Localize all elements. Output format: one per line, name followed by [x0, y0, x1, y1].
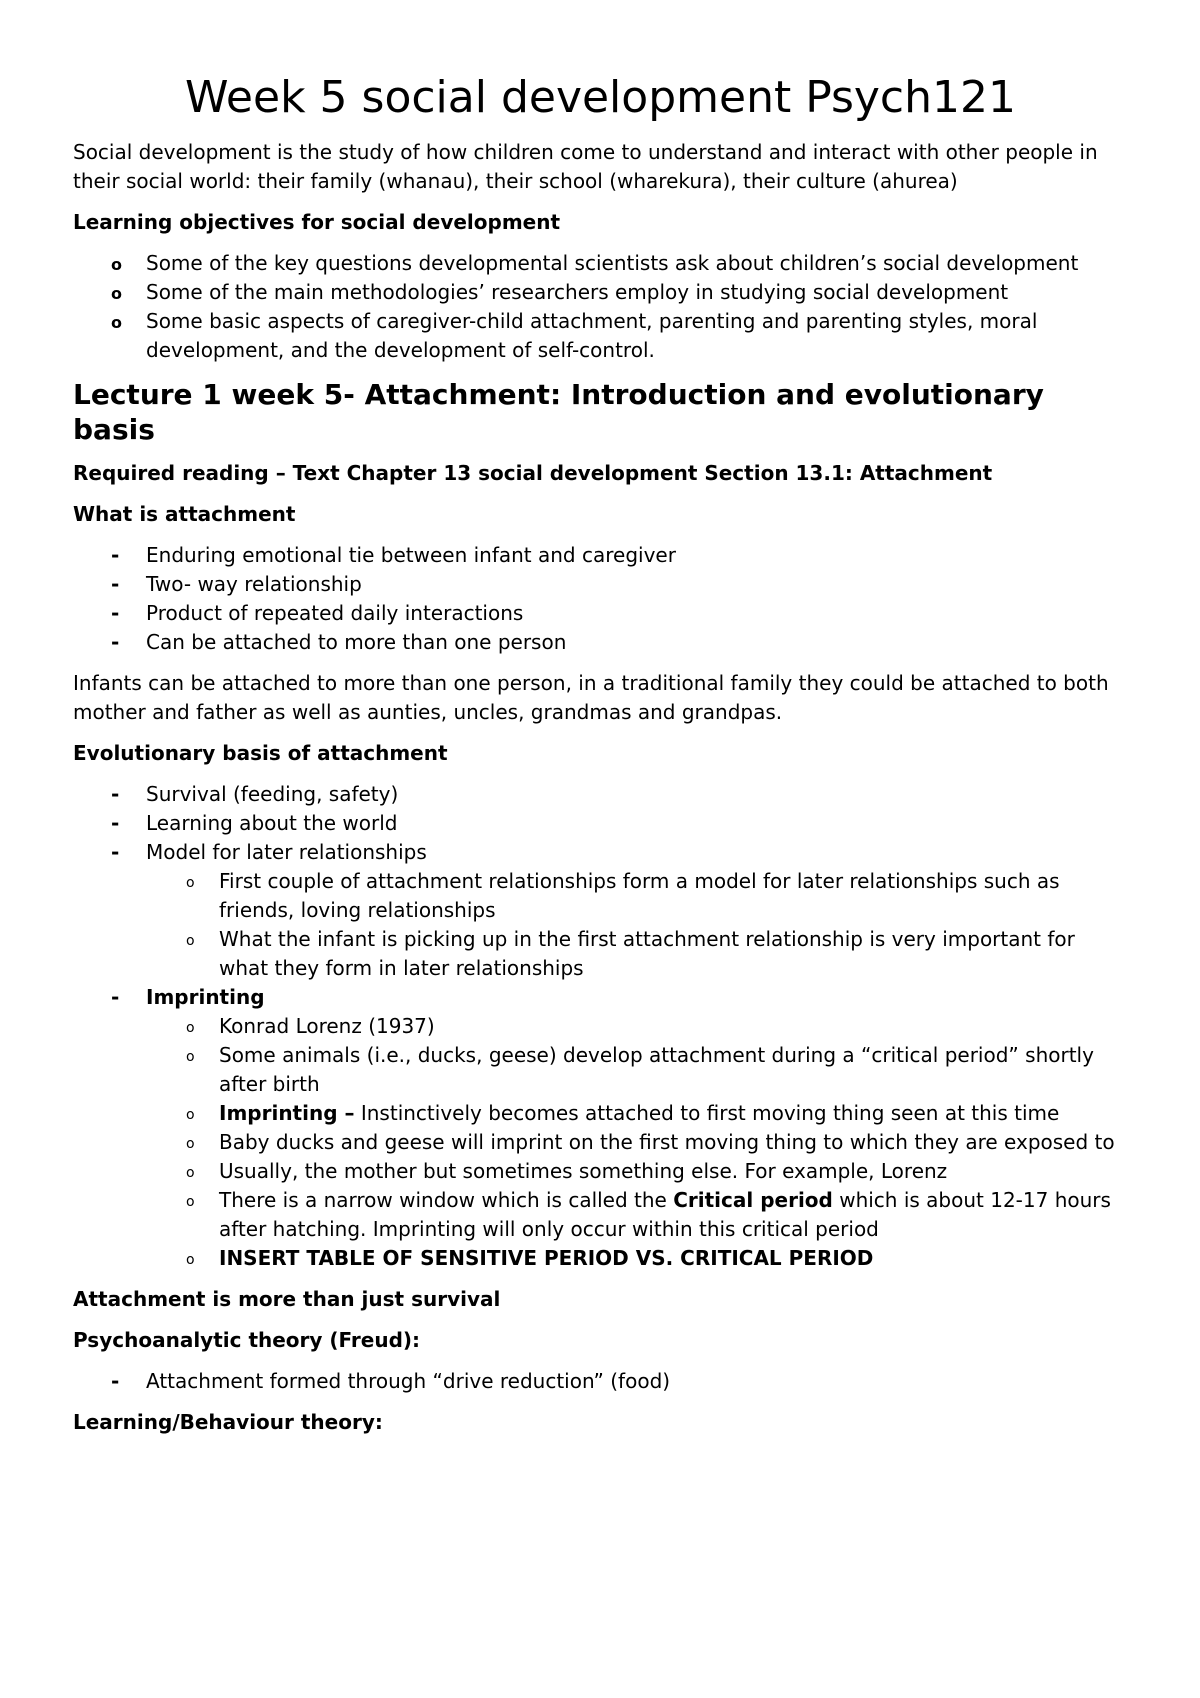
sub-bullet-marker: o: [186, 875, 195, 891]
list-item: o There is a narrow window which is called the Critical period which is about 12-17 hours after hatching. Imprinting will only occur within this critical period: [186, 1188, 1111, 1241]
dash-marker: -: [111, 601, 120, 625]
sub-bullet-marker: o: [186, 1165, 195, 1181]
sub-bullet-marker: o: [186, 933, 195, 949]
sub-bullet-marker: o: [186, 1049, 195, 1065]
objectives-heading: Learning objectives for social development: [73, 210, 561, 234]
document-title: Week 5 social development Psych121: [185, 72, 1016, 123]
list-item: o Some basic aspects of caregiver-child attachment, parenting and parenting styles, moral development, and the development of self-control.: [111, 309, 1038, 362]
list-item: o Konrad Lorenz (1937): [73, 1012, 1128, 1041]
list-item: - Model for later relationships: [73, 838, 1128, 867]
imprinting-term: Imprinting –: [219, 1101, 355, 1125]
dash-marker: -: [111, 782, 120, 806]
dash-marker: -: [111, 840, 120, 864]
list-item: o Usually, the mother but sometimes something else. For example, Lorenz: [73, 1157, 1128, 1186]
bullet-marker: o: [111, 255, 122, 274]
imprinting-label: Imprinting: [146, 985, 265, 1009]
dash-marker: -: [111, 543, 120, 567]
attachment-paragraph: Infants can be attached to more than one person, in a traditional family they could be attached to both mother and father as well as aunties, uncles, grandmas and grandpas.: [73, 671, 1109, 724]
evolutionary-list: [73, 780, 1128, 867]
lecture-heading: Lecture 1 week 5- Attachment: Introduction and evolutionary basis: [73, 378, 1044, 446]
list-item: [73, 983, 1128, 1012]
list-item: - Attachment formed through “drive reduction” (food): [73, 1367, 1128, 1396]
list-item: o Some of the main methodologies’ researchers employ in studying social development: [73, 278, 1128, 307]
sub-bullet-marker: o: [186, 1107, 195, 1123]
what-is-attachment-list: [73, 541, 1128, 657]
list-item: o Baby ducks and geese will imprint on the first moving thing to which they are exposed to: [73, 1128, 1128, 1157]
dash-marker: -: [111, 811, 120, 835]
sub-bullet-marker: o: [186, 1194, 195, 1210]
list-item: o Some animals (i.e., ducks, geese) develop attachment during a “critical period” shortly after birth: [186, 1043, 1094, 1096]
list-item: [73, 1244, 1128, 1273]
sub-bullet-marker: o: [186, 1252, 195, 1268]
list-item: - Survival (feeding, safety): [73, 780, 1128, 809]
more-than-survival-heading: Attachment is more than just survival: [73, 1287, 501, 1311]
what-is-attachment-heading: What is attachment: [73, 502, 296, 526]
model-sublist: [73, 867, 1128, 983]
insert-table-note: INSERT TABLE OF SENSITIVE PERIOD VS. CRITICAL PERIOD: [219, 1246, 874, 1270]
learning-theory-heading: Learning/Behaviour theory:: [73, 1410, 383, 1434]
intro-paragraph: Social development is the study of how children come to understand and interact with other people in their social world: their family (whanau), their school (wharekura), their culture (ahurea): [73, 140, 1098, 193]
imprinting-sublist: [73, 1012, 1128, 1273]
list-item: - Two- way relationship: [73, 570, 1128, 599]
list-item: - Enduring emotional tie between infant and caregiver: [73, 541, 1128, 570]
objectives-list: [73, 249, 1128, 365]
list-item: - Learning about the world: [73, 809, 1128, 838]
list-item: o What the infant is picking up in the first attachment relationship is very important for what they form in later relationships: [186, 927, 1075, 980]
psychoanalytic-heading: Psychoanalytic theory (Freud):: [73, 1328, 421, 1352]
list-item: - Can be attached to more than one person: [73, 628, 1128, 657]
dash-marker: -: [111, 572, 120, 596]
sub-bullet-marker: o: [186, 1020, 195, 1036]
dash-marker: -: [111, 985, 120, 1009]
bullet-marker: o: [111, 313, 122, 332]
list-item: o Some of the key questions developmental scientists ask about children’s social development: [73, 249, 1128, 278]
evolutionary-heading: Evolutionary basis of attachment: [73, 741, 448, 765]
dash-marker: -: [111, 1369, 120, 1393]
list-item: o First couple of attachment relationships form a model for later relationships such as friends, loving relationships: [186, 869, 1060, 922]
sub-bullet-marker: o: [186, 1136, 195, 1152]
imprinting-list: [73, 983, 1128, 1012]
critical-period-term: Critical period: [673, 1188, 833, 1212]
list-item: o Imprinting – Instinctively becomes attached to first moving thing seen at this time: [73, 1099, 1128, 1128]
psychoanalytic-list: [73, 1367, 1128, 1396]
bullet-marker: o: [111, 284, 122, 303]
required-reading: Required reading – Text Chapter 13 social development Section 13.1: Attachment: [73, 461, 993, 485]
list-item: - Product of repeated daily interactions: [73, 599, 1128, 628]
dash-marker: -: [111, 630, 120, 654]
